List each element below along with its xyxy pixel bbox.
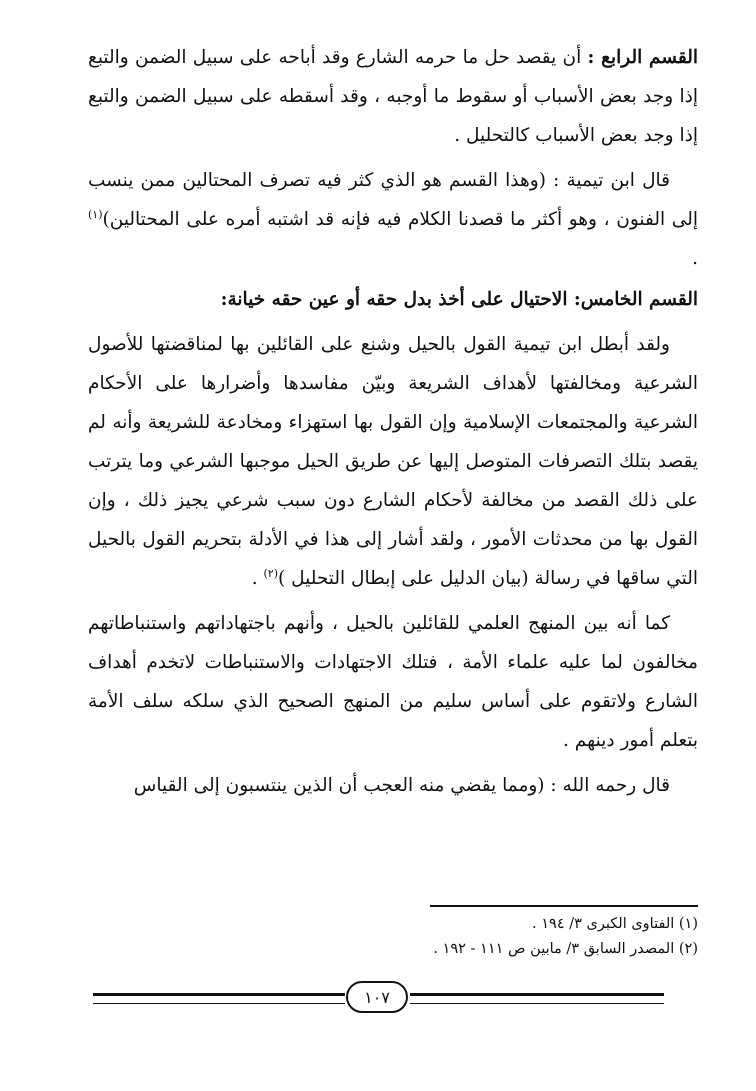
section4-lead: القسم الرابع : xyxy=(587,47,698,68)
para1 xyxy=(88,325,698,598)
footnote-ref-1[interactable]: (١) xyxy=(88,207,103,221)
quote1-end: . xyxy=(692,248,698,269)
footer-rule-right xyxy=(410,993,664,1004)
page-body xyxy=(88,38,698,805)
quote1-text: قال ابن تيمية : (وهذا القسم هو الذي كثر فيه تصرف المحتالين ممن ينسب إلى الفنون ، وهو أكثر ما قصدنا الكلام فيه فإنه قد اشتبه أمره على المحتالين) xyxy=(88,170,698,230)
footnote-separator xyxy=(430,905,698,907)
footer-rule-left xyxy=(93,993,345,1004)
section4-text: أن يقصد حل ما حرمه الشارع وقد أباحه على سبيل الضمن والتبع إذا وجد بعض الأسباب أو سقوط ما أوجبه ، وقد أسقطه على سبيل الضمن والتبع إذا وجد بعض الأسباب كالتحليل . xyxy=(88,47,698,146)
para1-text: ولقد أبطل ابن تيمية القول بالحيل وشنع على القائلين بها لمناقضتها للأصول الشرعية ومخالفتها لأهداف الشريعة وبيّن مفاسدها وأضرارها على الأحكام الشرعية والمجتمعات الإسلامية وإن القول بها استهزاء ومخادعة للشريعة وأنه لم يقصد بتلك التصرفات المتوصل إليها عن طريق الحيل موجبها الشرعي وما يترتب على ذلك القصد من مخالفة لأحكام الشارع دون سبب شرعي يجيز ذلك ، وإن القول بها من محدثات الأمور ، ولقد أشار إلى هذا في الأدلة بتحريم القول بالحيل التي ساقها في رسالة (بيان الدليل على إبطال التحليل ) xyxy=(88,334,698,589)
page-number: ١٠٧ xyxy=(346,981,408,1013)
footnote-2: (٢) المصدر السابق ٣/ مابين ص ١١١ - ١٩٢ . xyxy=(433,941,698,957)
para2: كما أنه بين المنهج العلمي للقائلين بالحيل ، وأنهم باجتهاداتهم واستنباطاتهم مخالفون لما عليه علماء الأمة ، فتلك الاجتهادات والاستنباطات لاتخدم أهداف الشارع ولاتقوم على أساس سليم من المنهج الصحيح الذي سلكه سلف الأمة بتعلم أمور دينهم . xyxy=(88,613,698,751)
para3: قال رحمه الله : (ومما يقضي منه العجب أن الذين ينتسبون إلى القياس xyxy=(133,775,670,796)
quote1-paragraph xyxy=(88,161,698,278)
footnotes xyxy=(98,912,698,962)
section5-heading: القسم الخامس: الاحتيال على أخذ بدل حقه أو عين حقه خيانة: xyxy=(220,289,698,310)
section4-paragraph xyxy=(88,38,698,155)
para1-end: . xyxy=(251,568,264,589)
footnote-1: (١) الفتاوى الكبرى ٣/ ١٩٤ . xyxy=(532,916,698,932)
footnote-ref-2[interactable]: (٢) xyxy=(263,566,278,580)
